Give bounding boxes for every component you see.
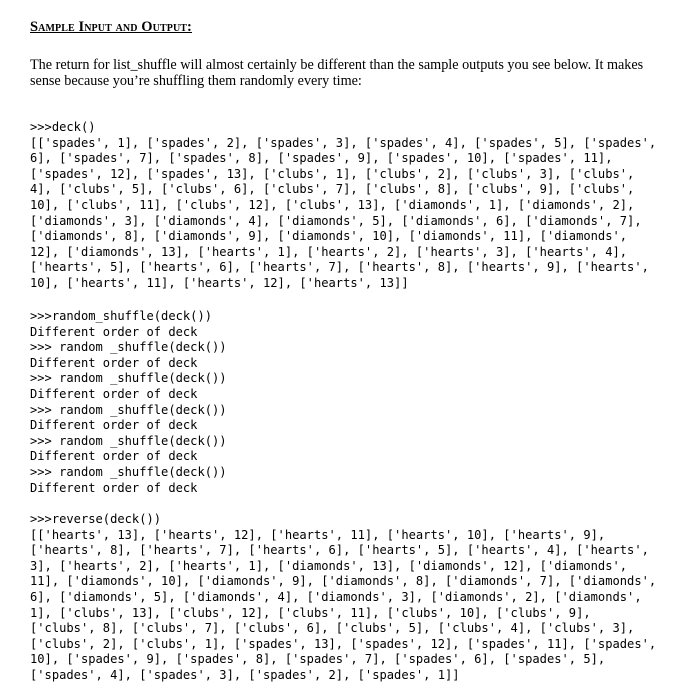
reverse-example-code: >>>reverse(deck()) [['hearts', 13], ['hearts', 12], ['hearts', 11], ['hearts', 10], ['hearts', 9], ['hearts', 8], ['hearts', 7], ['hearts', 6], ['hearts', 5], ['hearts', 4], ['hearts', 3], ['hearts', 2], ['hearts', 1], ['diamonds', 13], ['diamonds', 12], ['diamonds', 11], ['diamonds', 10], ['diamonds', 9], ['diamonds', 8], ['diamonds', 7], ['diamonds', 6], ['diamonds', 5], ['diamonds', 4], ['diamonds', 3], ['diamonds', 2], ['diamonds', 1], ['clubs', 13], ['clubs', 12], ['clubs', 11], ['clubs', 10], ['clubs', 9], ['clubs', 8], ['clubs', 7], ['clubs', 6], ['clubs', 5], ['clubs', 4], ['clubs', 3], ['clubs', 2], ['clubs', 1], ['spades', 13], ['spades', 12], ['spades', 11], ['spades', 10], ['spades', 9], ['spades', 8], ['spades', 7], ['spades', 6], ['spades', 5], ['spades', 4], ['spades', 3], ['spades', 2], ['spades', 1]] xyxy=(30,512,657,682)
section-heading: Sample Input and Output: xyxy=(30,19,192,35)
intro-paragraph: The return for list_shuffle will almost certainly be different than the sample outputs you see below. It makes sense because you’re shuffling them randomly every time: xyxy=(30,57,644,89)
random-shuffle-example-code: >>>random_shuffle(deck()) Different order of deck >>> random _shuffle(deck()) Different order of deck >>> random _shuffle(deck()) Different order of deck >>> random _shuffle(deck()) Different order of deck >>> random _shuffle(deck()) Different order of deck >>> random _shuffle(deck()) Different order of deck xyxy=(30,309,227,495)
deck-example-code: >>>deck() [['spades', 1], ['spades', 2], ['spades', 3], ['spades', 4], ['spades', 5], ['spades', 6], ['spades', 7], ['spades', 8], ['spades', 9], ['spades', 10], ['spades', 11], ['spades', 12], ['spades', 13], ['clubs', 1], ['clubs', 2], ['clubs', 3], ['clubs', 4], ['clubs', 5], ['clubs', 6], ['clubs', 7], ['clubs', 8], ['clubs', 9], ['clubs', 10], ['clubs', 11], ['clubs', 12], ['clubs', 13], ['diamonds', 1], ['diamonds', 2], ['diamonds', 3], ['diamonds', 4], ['diamonds', 5], ['diamonds', 6], ['diamonds', 7], ['diamonds', 8], ['diamonds', 9], ['diamonds', 10], ['diamonds', 11], ['diamonds', 12], ['diamonds', 13], ['hearts', 1], ['hearts', 2], ['hearts', 3], ['hearts', 4], ['hearts', 5], ['hearts', 6], ['hearts', 7], ['hearts', 8], ['hearts', 9], ['hearts', 10], ['hearts', 11], ['hearts', 12], ['hearts', 13]] xyxy=(30,120,657,290)
